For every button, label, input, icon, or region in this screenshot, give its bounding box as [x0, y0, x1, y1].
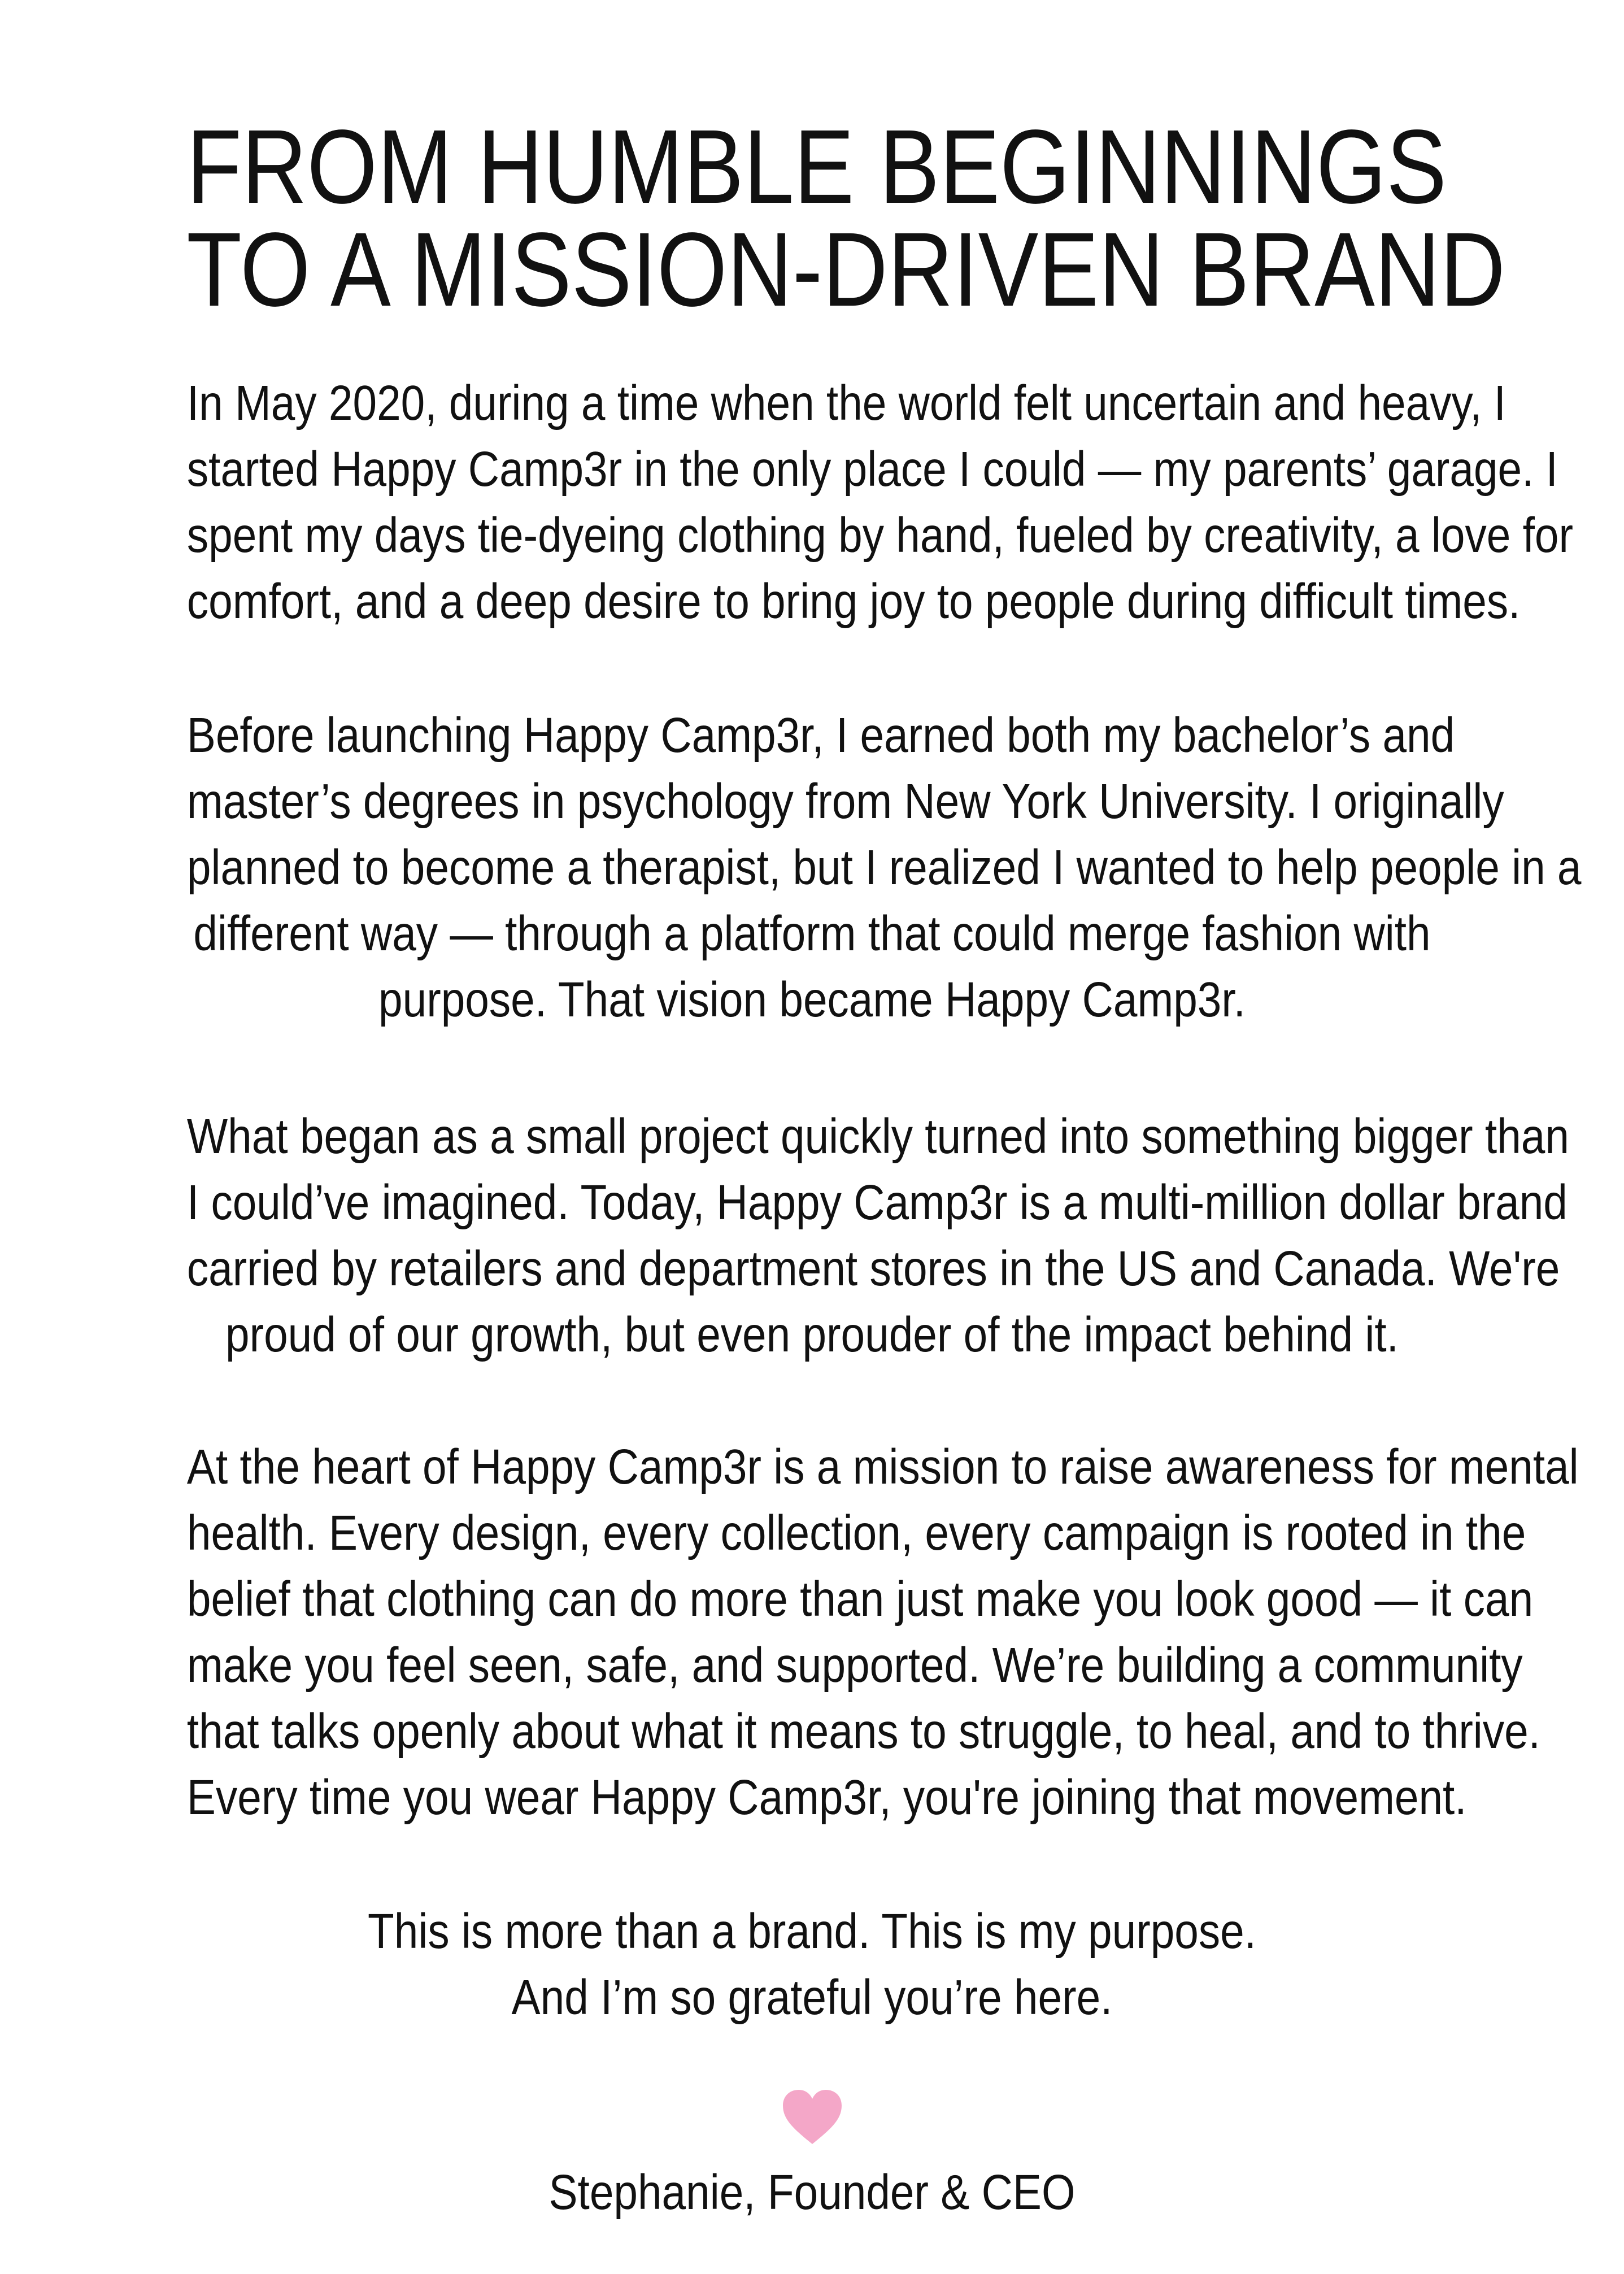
paragraph-mission: [186, 1434, 1579, 1830]
text-line: master’s degrees in psychology from New York University. I originally: [186, 774, 1504, 829]
text-line: planned to become a therapist, but I realized I wanted to help people in a: [186, 840, 1582, 895]
text-line: What began as a small project quickly turned into something bigger than: [186, 1109, 1569, 1164]
text-line: spent my days tie-dyeing clothing by hand, fueled by creativity, a love for: [186, 508, 1573, 563]
text-line: purpose. That vision became Happy Camp3r.: [378, 972, 1246, 1027]
title-line-2: TO A MISSION-DRIVEN BRAND: [186, 211, 1505, 328]
text-line: started Happy Camp3r in the only place I could — my parents’ garage. I: [186, 442, 1558, 497]
text-line: comfort, and a deep desire to bring joy to people during difficult times.: [186, 574, 1521, 629]
text-line: Every time you wear Happy Camp3r, you're joining that movement.: [186, 1770, 1467, 1825]
text-line: that talks openly about what it means to struggle, to heal, and to thrive.: [186, 1704, 1540, 1759]
paragraph-growth: [186, 1103, 1569, 1368]
closing-statement: [187, 1898, 1437, 2030]
text-line: belief that clothing can do more than just make you look good — it can: [186, 1572, 1534, 1627]
text-line: proud of our growth, but even prouder of the impact behind it.: [225, 1307, 1399, 1362]
text-line: health. Every design, every collection, every campaign is rooted in the: [186, 1506, 1526, 1560]
text-line: different way — through a platform that could merge fashion with: [193, 906, 1431, 961]
text-line: This is more than a brand. This is my purpose.: [368, 1904, 1256, 1959]
text-line: At the heart of Happy Camp3r is a mission to raise awareness for mental: [186, 1440, 1579, 1494]
signature: Stephanie, Founder & CEO: [548, 2165, 1076, 2220]
text-line: I could’ve imagined. Today, Happy Camp3r is a multi-million dollar brand: [186, 1175, 1568, 1230]
text-line: In May 2020, during a time when the world felt uncertain and heavy, I: [186, 376, 1506, 431]
text-line: carried by retailers and department stores in the US and Canada. We're: [186, 1241, 1560, 1296]
paragraph-origin-story: [186, 370, 1573, 634]
text-line: make you feel seen, safe, and supported. We’re building a community: [186, 1638, 1523, 1693]
paragraph-background: [186, 702, 1582, 1033]
page-title: [186, 108, 1505, 328]
text-line: And I’m so grateful you’re here.: [511, 1970, 1113, 2025]
heart-icon: [782, 2089, 843, 2145]
title-line-1: FROM HUMBLE BEGINNINGS: [186, 108, 1447, 225]
text-line: Before launching Happy Camp3r, I earned both my bachelor’s and: [186, 708, 1455, 763]
